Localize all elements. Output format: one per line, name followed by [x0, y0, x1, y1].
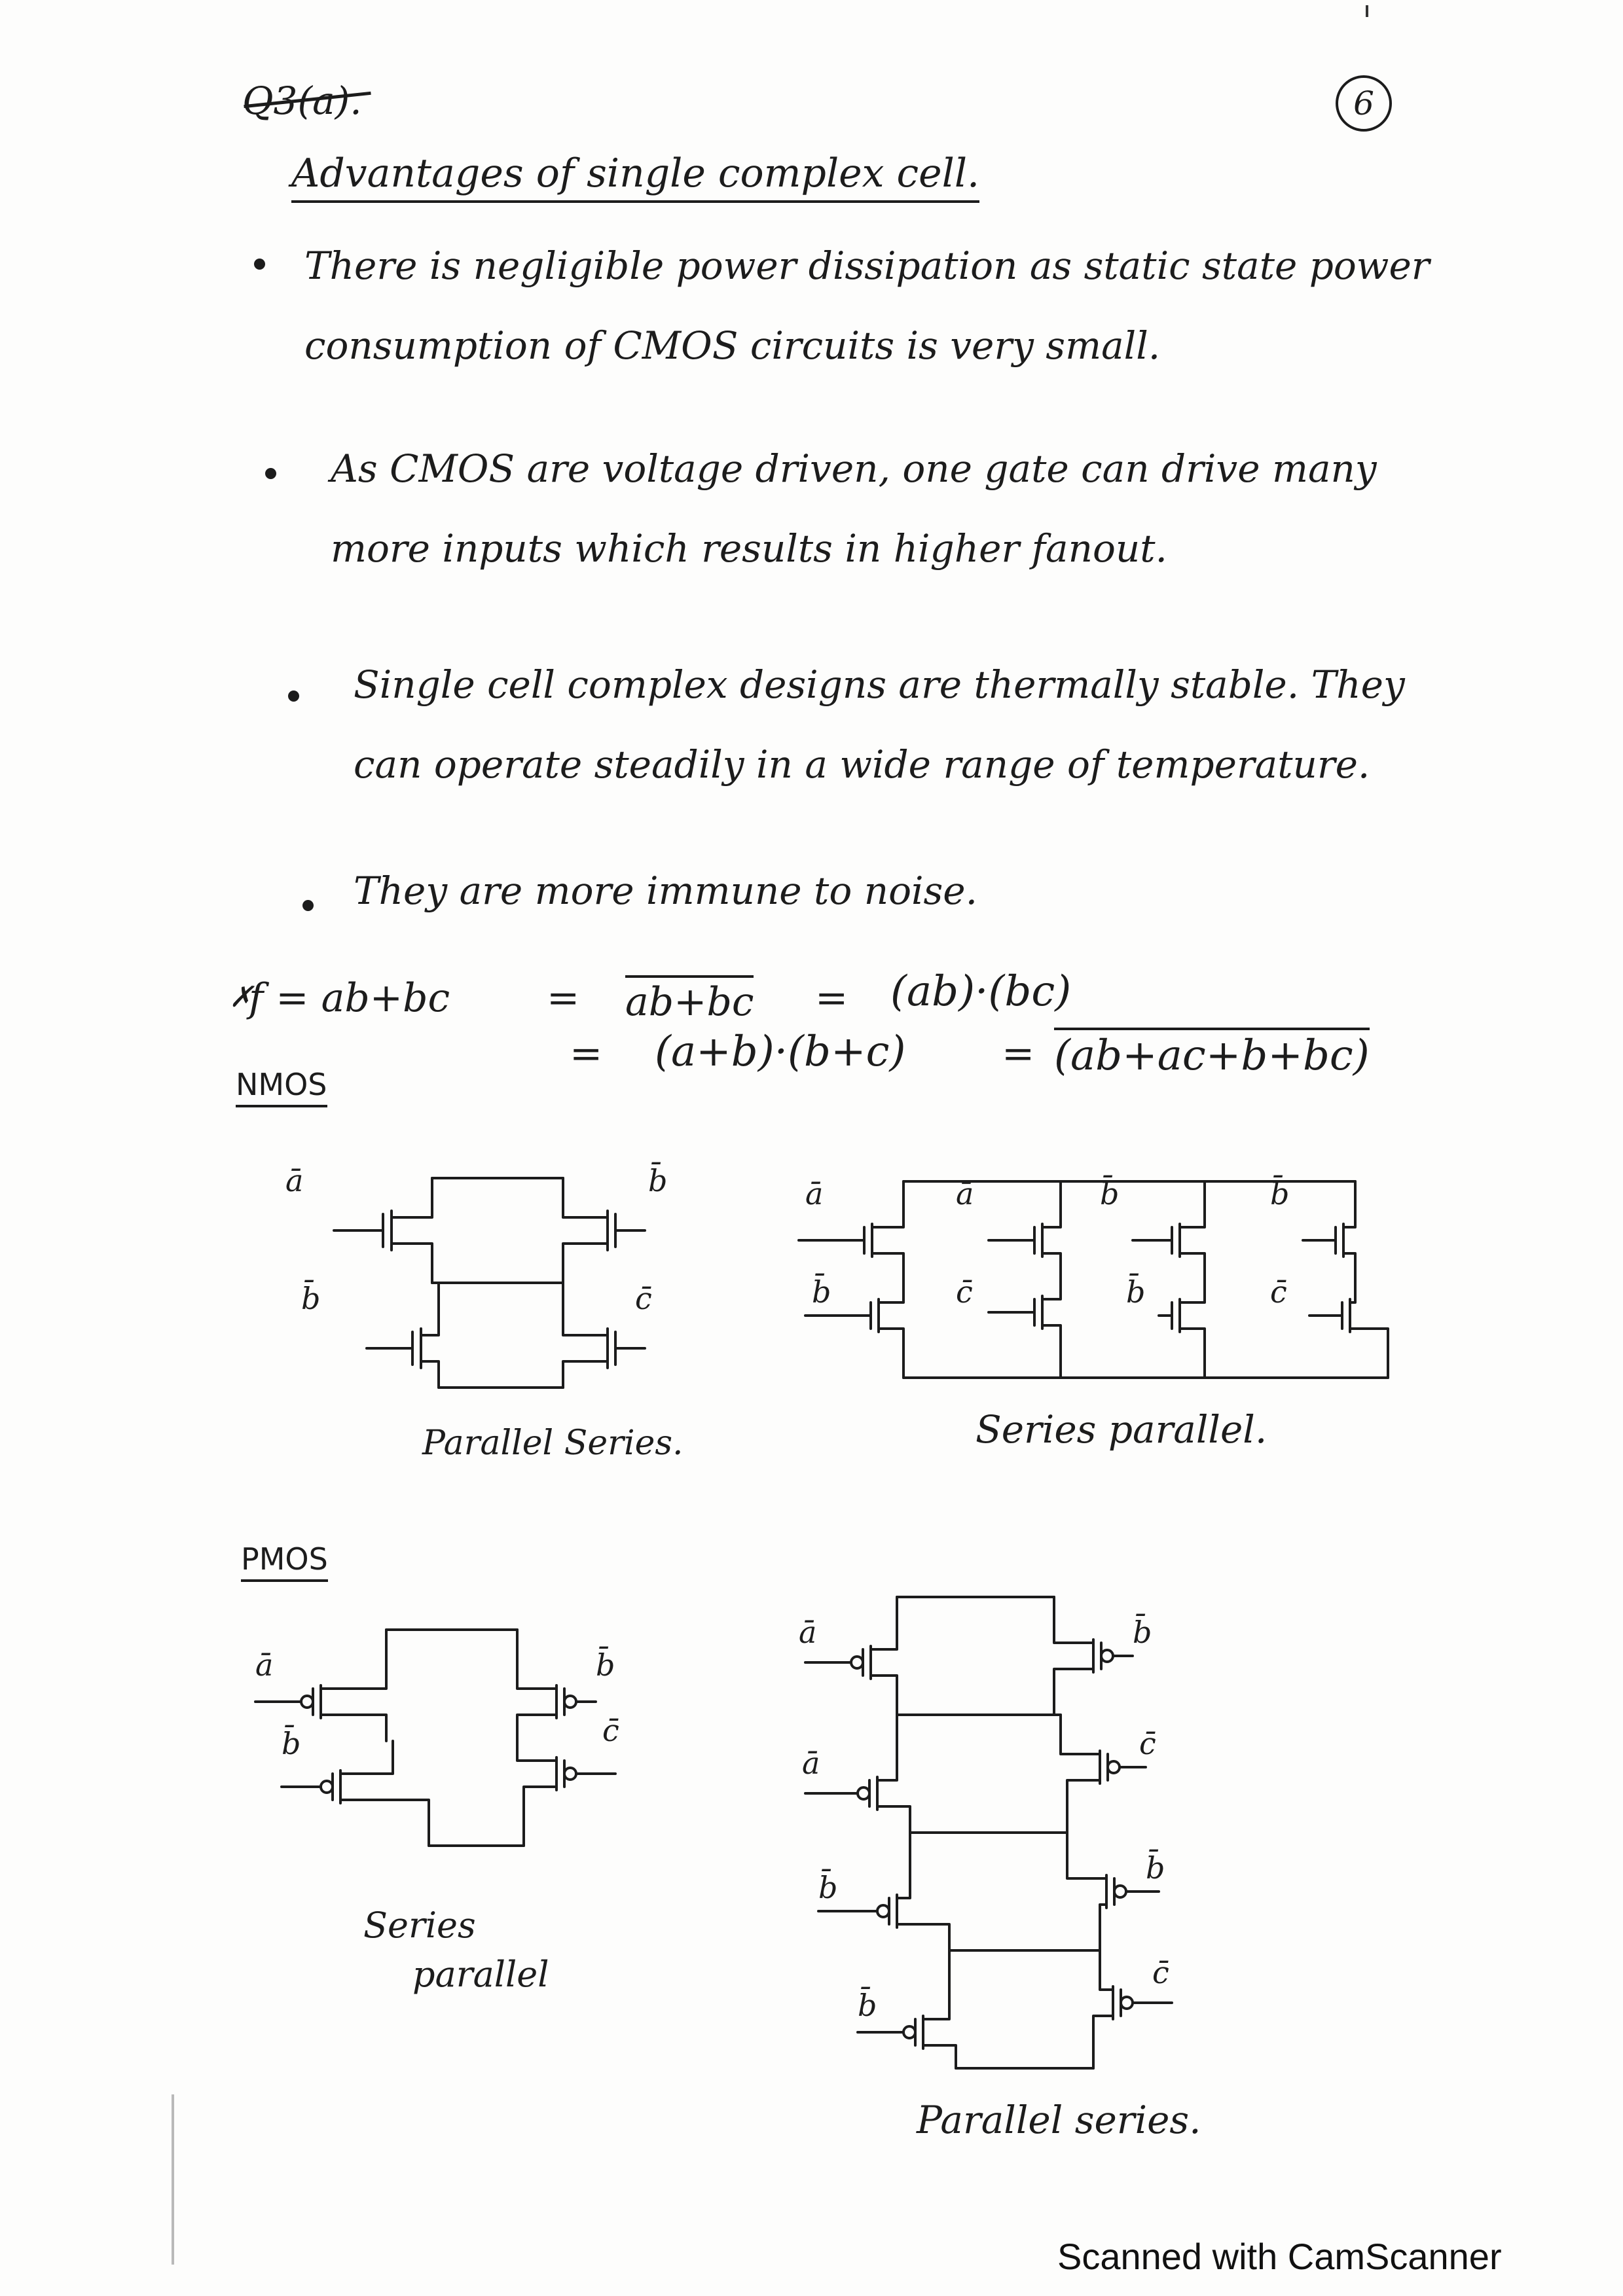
- label-b-bar: b̄: [1270, 1176, 1290, 1211]
- label-c-bar: c̄: [602, 1713, 619, 1748]
- label-b-bar: b̄: [282, 1726, 301, 1761]
- caption-nmos-right: Series parallel.: [976, 1407, 1267, 1452]
- pmos-section-label: PMOS: [241, 1541, 328, 1582]
- label-c-bar: c̄: [635, 1281, 652, 1316]
- label-a-bar: ā: [805, 1176, 824, 1211]
- label-b-bar: b̄: [812, 1274, 831, 1310]
- label-c-bar: c̄: [1152, 1955, 1169, 1990]
- question-label: Q3(a).: [242, 79, 362, 123]
- nmos-series-parallel-circuit: [792, 1165, 1408, 1388]
- bullet-1-dot: [254, 259, 265, 270]
- label-a-bar: ā: [802, 1746, 820, 1781]
- bullet-4-text: They are more immune to noise.: [354, 869, 978, 913]
- label-a-bar: ā: [956, 1176, 974, 1211]
- bullet-3-dot: [288, 691, 299, 702]
- pmos-parallel-series-circuit: [792, 1584, 1264, 2081]
- label-b-bar: b̄: [1146, 1850, 1165, 1886]
- bullet-2-text: As CMOS are voltage driven, one gate can drive many more inputs which results in higher fanout.: [331, 446, 1377, 571]
- nmos-parallel-series-circuit: [262, 1165, 720, 1427]
- equation-equals-1: =: [547, 975, 580, 1021]
- label-a-bar: ā: [255, 1647, 274, 1683]
- label-b-bar: b̄: [818, 1870, 838, 1905]
- label-c-bar: c̄: [1139, 1726, 1156, 1761]
- label-a-bar: ā: [799, 1615, 817, 1650]
- pmos-series-parallel-circuit: [249, 1610, 681, 1872]
- label-b-bar: b̄: [1100, 1176, 1120, 1211]
- label-b-bar: b̄: [1133, 1615, 1152, 1650]
- caption-pmos-left-line2: parallel: [412, 1954, 549, 1995]
- label-c-bar: c̄: [1270, 1274, 1287, 1310]
- scan-speck: [1366, 5, 1368, 17]
- equation-equals-3: =: [570, 1031, 603, 1077]
- caption-pmos-right: Parallel series.: [917, 2098, 1201, 2142]
- equation-equals-4: =: [1002, 1031, 1035, 1077]
- camscanner-watermark: Scanned with CamScanner: [1057, 2236, 1502, 2277]
- bullet-3-text: Single cell complex designs are thermally stable. They can operate steadily in a wide range of temperature.: [354, 662, 1405, 787]
- page-heading: Advantages of single complex cell.: [291, 151, 979, 203]
- caption-pmos-left-line1: Series: [363, 1905, 476, 1946]
- equation-term-1: ab+bc: [625, 975, 754, 1025]
- label-b-bar: b̄: [648, 1163, 668, 1198]
- equation-term-4: (ab+ac+b+bc): [1054, 1028, 1370, 1080]
- caption-nmos-left: Parallel Series.: [422, 1424, 684, 1463]
- scribble-mark: ✗: [229, 980, 253, 1014]
- equation-term-2: (ab)·(bc): [890, 967, 1072, 1016]
- equation-lhs: f = ab+bc: [249, 975, 450, 1021]
- nmos-section-label: NMOS: [236, 1067, 327, 1107]
- page-number: 6: [1336, 75, 1392, 132]
- bullet-4-dot: [302, 900, 314, 911]
- label-b-bar: b̄: [1126, 1274, 1146, 1310]
- label-c-bar: c̄: [956, 1274, 973, 1310]
- equation-term-3: (a+b)·(b+c): [655, 1028, 906, 1076]
- equation-equals-2: =: [815, 975, 848, 1021]
- label-a-bar: ā: [285, 1163, 304, 1198]
- bullet-1-text: There is negligible power dissipation as static state power consumption of CMOS circuits is very small.: [304, 243, 1430, 368]
- page-edge-shadow: [172, 2094, 174, 2265]
- label-b-bar: b̄: [596, 1647, 615, 1683]
- bullet-2-dot: [265, 468, 276, 479]
- label-b-bar: b̄: [858, 1988, 877, 2023]
- label-b-bar: b̄: [301, 1281, 321, 1316]
